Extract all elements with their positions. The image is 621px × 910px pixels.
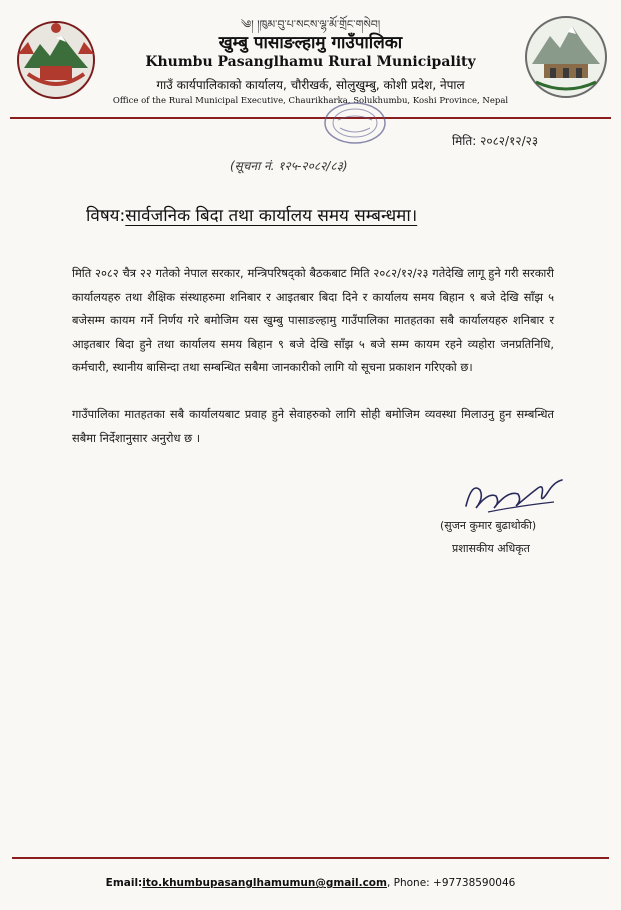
notice-reference-number: (सूचना नं. १२५-२०८२/८३): [230, 159, 348, 173]
subject-text: सार्वजनिक बिदा तथा कार्यालय समय सम्बन्धमा।: [125, 206, 418, 226]
letterhead-tibetan-line: ༄། །ཁུམ་བུ་པ་སངས་ལྷ་མོ་གྲོང་གསེབ།: [240, 18, 381, 31]
subject-label: विषय:: [86, 206, 126, 226]
footer-divider: [12, 857, 609, 859]
phone-label: , Phone:: [386, 877, 434, 889]
signatory-title: प्रशासकीय अधिकृत: [452, 542, 530, 555]
notice-date: मिति: २०८२/१२/२३: [452, 134, 539, 148]
phone-number: +97738590046: [433, 877, 516, 889]
municipality-name-english: Khumbu Pasanglhamu Rural Municipality: [145, 54, 476, 70]
office-address-nepali: गाउँ कार्यपालिकाको कार्यालय, चौरीखर्क, सोलुखुम्बु, कोशी प्रदेश, नेपाल: [156, 78, 465, 92]
notice-paragraph-2: गाउँपालिका मातहतका सबै कार्यालयबाट प्रवाह हुने सेवाहरुको लागि सोही बमोजिम व्यवस्था मिलाउनु हुन सम्बन्धित सबैमा निर्देशानुसार अनुरोध छ ।: [72, 407, 554, 445]
email-label: Email:: [105, 877, 143, 889]
notice-subject: [86, 203, 417, 226]
letterhead-divider: [10, 117, 611, 119]
municipality-name-nepali: खुम्बु पासाङल्हामु गाउँपालिका: [218, 33, 403, 53]
handwritten-signature: [458, 472, 568, 520]
signatory-name: (सुजन कुमार बुढाथोकी): [440, 519, 537, 532]
footer-contact: [0, 877, 621, 889]
email-link[interactable]: ito.khumbupasanglhamumun@gmail.com: [142, 877, 387, 889]
notice-paragraph-1: मिति २०८२ चैत्र २२ गतेको नेपाल सरकार, मन्त्रिपरिषद्को बैठकबाट मिति २०८२/१२/२३ गतेदेखि लागू हुने गरी सरकारी कार्यालयहरु तथा शैक्षिक संस्थाहरुमा शनिबार र आइतबार बिदा दिने र कार्यालय समय बिहान ९ बजे देखि साँझ ५ बजेसम्म कायम गर्ने निर्णय गरे बमोजिम यस खुम्बु पासाङल्हामु गाउँपालिका मातहतका सबै कार्यालयहरु शनिबार र आइतबार बिदा हुने तथा कार्यालय समय बिहान ९ बजे देखि साँझ ५ बजे सम्म कायम रहने व्यहोरा जनप्रतिनिधि, कर्मचारी, स्थानीय बासिन्दा तथा सम्बन्धित सबैमा जानकारीको लागि यो सूचना प्रकाशन गरिएको छ।: [72, 266, 554, 375]
office-stamp: [320, 98, 390, 148]
office-address-english: Office of the Rural Municipal Executive, Chaurikharka, Solukhumbu, Koshi Province, Nepal: [112, 96, 509, 106]
